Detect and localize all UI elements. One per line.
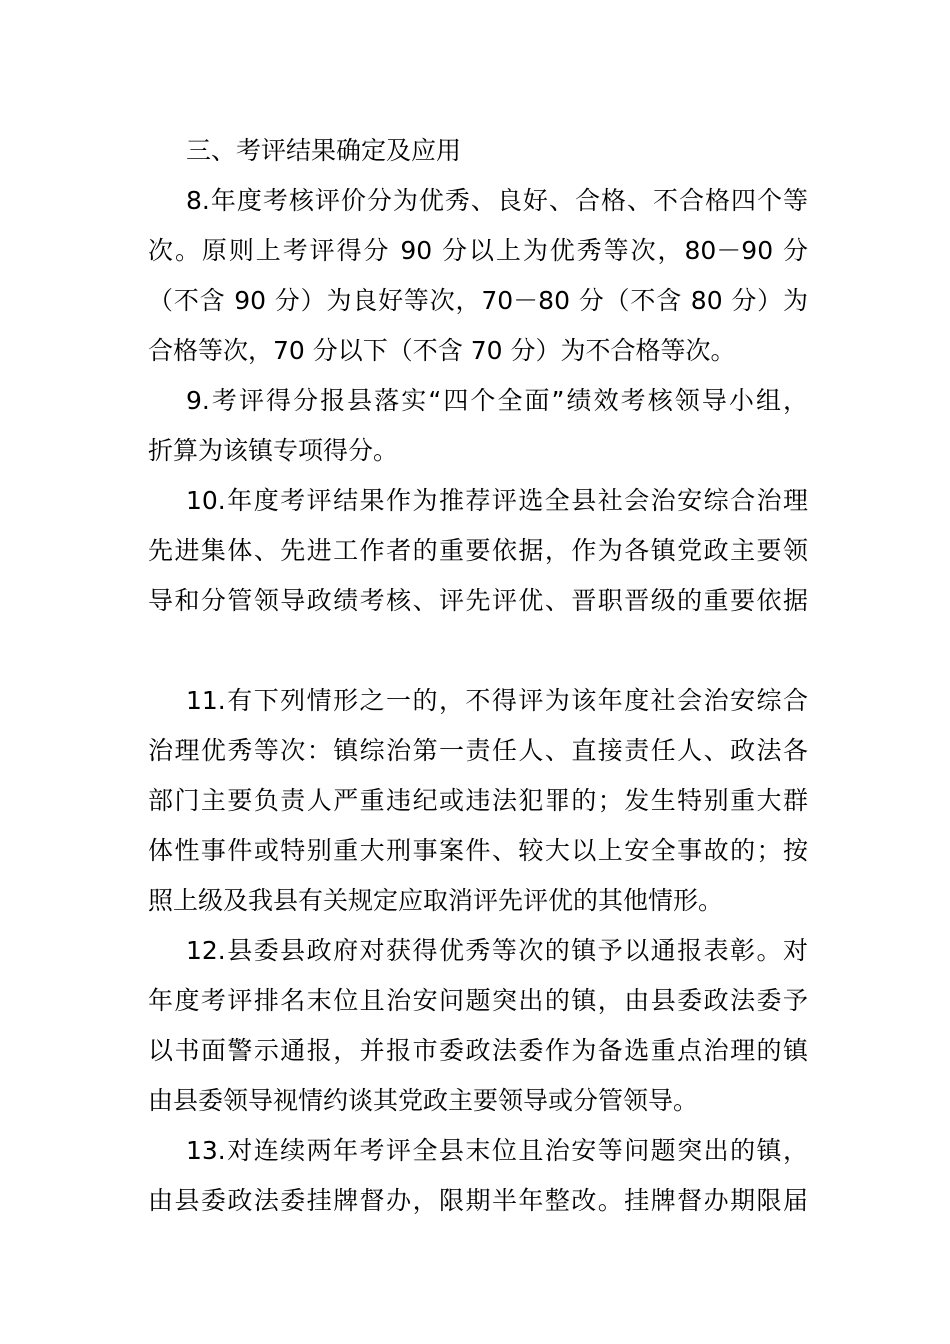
paragraph-8-line-4: 合格等次，70 分以下（不含 70 分）为不合格等次。 [148,336,736,365]
paragraph-8-line-1: 8.年度考核评价分为优秀、良好、合格、不合格四个等 [186,186,808,215]
paragraph-12-line-3: 以书面警示通报，并报市委政法委作为备选重点治理的镇 [148,1036,808,1065]
paragraph-8-line-3: （不含 90 分）为良好等次，70－80 分（不含 80 分）为 [148,286,808,315]
paragraph-9-line-1: 9.考评得分报县落实“四个全面”绩效考核领导小组， [186,386,808,415]
paragraph-10-line-1: 10.年度考评结果作为推荐评选全县社会治安综合治理 [186,486,808,515]
paragraph-13-line-2: 由县委政法委挂牌督办，限期半年整改。挂牌督办期限届 [148,1186,808,1215]
paragraph-11-line-1: 11.有下列情形之一的，不得评为该年度社会治安综合 [186,686,808,715]
paragraph-11-line-3: 部门主要负责人严重违纪或违法犯罪的；发生特别重大群 [148,786,808,815]
paragraph-11-line-5: 照上级及我县有关规定应取消评先评优的其他情形。 [148,886,724,915]
paragraph-12-line-4: 由县委领导视情约谈其党政主要领导或分管领导。 [148,1086,699,1115]
paragraph-12-line-2: 年度考评排名末位且治安问题突出的镇，由县委政法委予 [148,986,808,1015]
paragraph-11-line-2: 治理优秀等次：镇综治第一责任人、直接责任人、政法各 [148,736,808,765]
paragraph-8-line-2: 次。原则上考评得分 90 分以上为优秀等次，80－90 分 [148,236,808,265]
paragraph-13-line-1: 13.对连续两年考评全县末位且治安等问题突出的镇， [186,1136,808,1165]
paragraph-11-line-4: 体性事件或特别重大刑事案件、较大以上安全事故的；按 [148,836,808,865]
paragraph-9-line-2: 折算为该镇专项得分。 [148,436,399,465]
paragraph-12-line-1: 12.县委县政府对获得优秀等次的镇予以通报表彰。对 [186,936,808,965]
section-heading: 三、考评结果确定及应用 [186,136,462,165]
paragraph-10-line-3: 导和分管领导政绩考核、评先评优、晋职晋级的重要依据 [148,586,808,615]
paragraph-10-line-2: 先进集体、先进工作者的重要依据，作为各镇党政主要领 [148,536,808,565]
